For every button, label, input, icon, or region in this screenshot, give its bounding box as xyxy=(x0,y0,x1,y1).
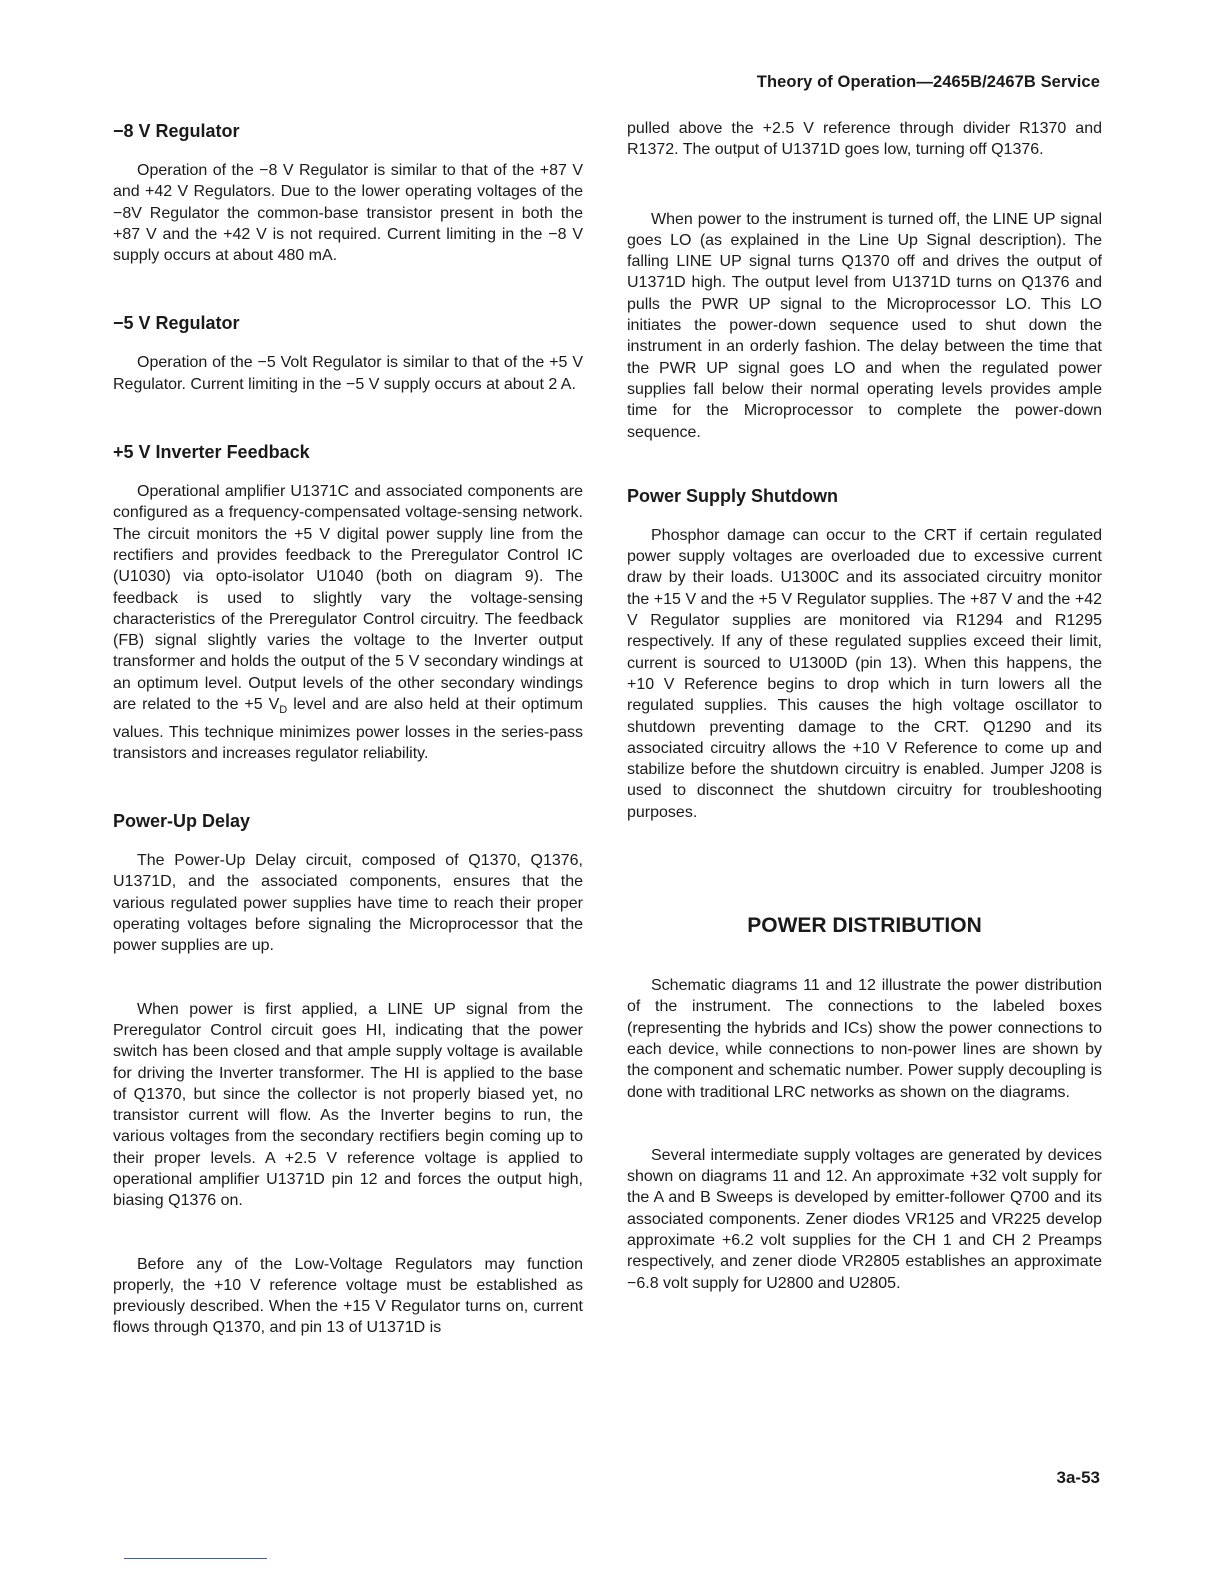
section-minus5v-regulator xyxy=(113,310,583,395)
paragraph: Operation of the −5 Volt Regulator is similar to that of the +5 V Regulator. Current limiting in the −5 V supply occurs at about 2 A. xyxy=(113,354,583,393)
paragraph xyxy=(113,481,583,764)
paragraph: Before any of the Low-Voltage Regulators may function properly, the +10 V reference voltage must be established as previously described. When the +15 V Regulator turns on, current flows through Q1370, and pin 13 of U1371D is xyxy=(113,1255,583,1337)
running-head: Theory of Operation—2465B/2467B Service xyxy=(756,73,1100,91)
section-power-up-delay xyxy=(113,808,583,1339)
section-title: Power Supply Shutdown xyxy=(627,485,838,506)
paragraph-continued: pulled above the +2.5 V reference through divider R1370 and R1372. The output of U1371D goes low, turning off Q1376. xyxy=(627,120,1102,159)
section-minus8v-regulator xyxy=(113,118,583,266)
paragraph-text: Operational amplifier U1371C and associated components are configured as a frequency-compensated voltage-sensing network. The circuit monitors the +5 V digital power supply line from the rectifiers and provides feedback to the Preregulator Control IC (U1030) via opto-isolator U1040 (both on diagram 9). The feedback is used to slightly vary the voltage-sensing characteristics of the Preregulator Control circuitry. The feedback (FB) signal slightly varies the voltage to the Inverter output transformer and holds the output of the 5 V secondary windings at an optimum level. Output levels of the other secondary windings are related to the +5 V xyxy=(113,483,583,714)
section-power-distribution xyxy=(627,911,1102,1294)
paragraph-text: level and are also held at their optimum values. This technique minimizes power losses in the series-pass transistors and increases regulator reliability. xyxy=(113,696,583,762)
section-power-supply-shutdown xyxy=(627,483,1102,823)
section-title: Power-Up Delay xyxy=(113,811,251,832)
left-column xyxy=(113,118,583,1339)
paragraph: Several intermediate supply voltages are generated by devices shown on diagrams 11 and 12. An approximate +32 volt supply for the A and B Sweeps is developed by emitter-follower Q700 and its associated components. Zener diodes VR125 and VR225 develop approximate +6.2 volt supplies for the CH 1 and CH 2 Preamps respectively, and zener diode VR2805 establishes an approximate −6.8 volt supply for U2800 and U2805. xyxy=(627,1146,1102,1292)
paragraph: When power is first applied, a LINE UP signal from the Preregulator Control circuit goes HI, indicating that the power switch has been closed and that ample supply voltage is available for driving the Inverter transformer. The HI is applied to the base of Q1370, but since the collector is not properly biased yet, no transistor current will flow. As the Inverter begins to run, the various voltages from the secondary rectifiers begin coming up to their proper levels. A +2.5 V reference voltage is applied to operational amplifier U1371D pin 12 and forces the output high, biasing Q1376 on. xyxy=(113,1000,583,1210)
section-title: −8 V Regulator xyxy=(113,121,240,141)
section-title: +5 V Inverter Feedback xyxy=(113,442,310,463)
paragraph: Operation of the −8 V Regulator is similar to that of the +87 V and +42 V Regulators. Due to the lower operating voltages of the −8V Regulator the common-base transistor present in both the +87 V and the +42 V is not required. Current limiting in the −8 V supply occurs at about 480 mA. xyxy=(113,162,583,265)
paragraph: When power to the instrument is turned off, the LINE UP signal goes LO (as explained in the Line Up Signal description). The falling LINE UP signal turns Q1370 off and drives the output of U1371D high. The output level from U1371D turns on Q1376 and pulls the PWR UP signal to the Microprocessor LO. This LO initiates the power-down sequence used to shut down the instrument in an orderly fashion. The delay between the time that the PWR UP signal goes LO and when the regulated power supplies fall below their normal operating levels provides ample time for the Microprocessor to complete the power-down sequence. xyxy=(627,210,1102,441)
paragraph: Schematic diagrams 11 and 12 illustrate the power distribution of the instrument. The connections to the labeled boxes (representing the hybrids and ICs) show the power connections to each device, while connections to non-power lines are shown by the component and schematic number. Power supply decoupling is done with traditional LRC networks as shown on the diagrams. xyxy=(627,977,1102,1101)
section-title: −5 V Regulator xyxy=(113,313,240,334)
footnote-rule xyxy=(124,1558,267,1559)
section-inverter-feedback xyxy=(113,439,583,764)
right-column xyxy=(627,118,1102,1294)
page-number: 3a-53 xyxy=(1056,1468,1100,1487)
paragraph: The Power-Up Delay circuit, composed of Q1370, Q1376, U1371D, and the associated components, ensures that the various regulated power supplies have time to reach their proper operating voltages before signaling the Microprocessor that the power supplies are up. xyxy=(113,852,583,955)
paragraph: Phosphor damage can occur to the CRT if certain regulated power supply voltages are overloaded due to excessive current draw by their loads. U1300C and its associated circuitry monitor the +15 V and the +5 V Regulator supplies. The +87 V and the +42 V Regulator supplies are monitored via R1294 and R1295 respectively. If any of these regulated supplies exceed their limit, current is sourced to U1300D (pin 13). When this happens, the +10 V Reference begins to drop which in turn lowers all the regulated supplies. This causes the high voltage oscillator to shutdown preventing damage to the CRT. Q1290 and its associated circuitry allows the +10 V Reference to come up and stabilize before the shutdown circuitry is enabled. Jumper J208 is used to disconnect the shutdown circuitry for troubleshooting purposes. xyxy=(627,526,1102,821)
subscript-d: D xyxy=(279,704,288,717)
major-section-title: POWER DISTRIBUTION xyxy=(747,914,982,938)
